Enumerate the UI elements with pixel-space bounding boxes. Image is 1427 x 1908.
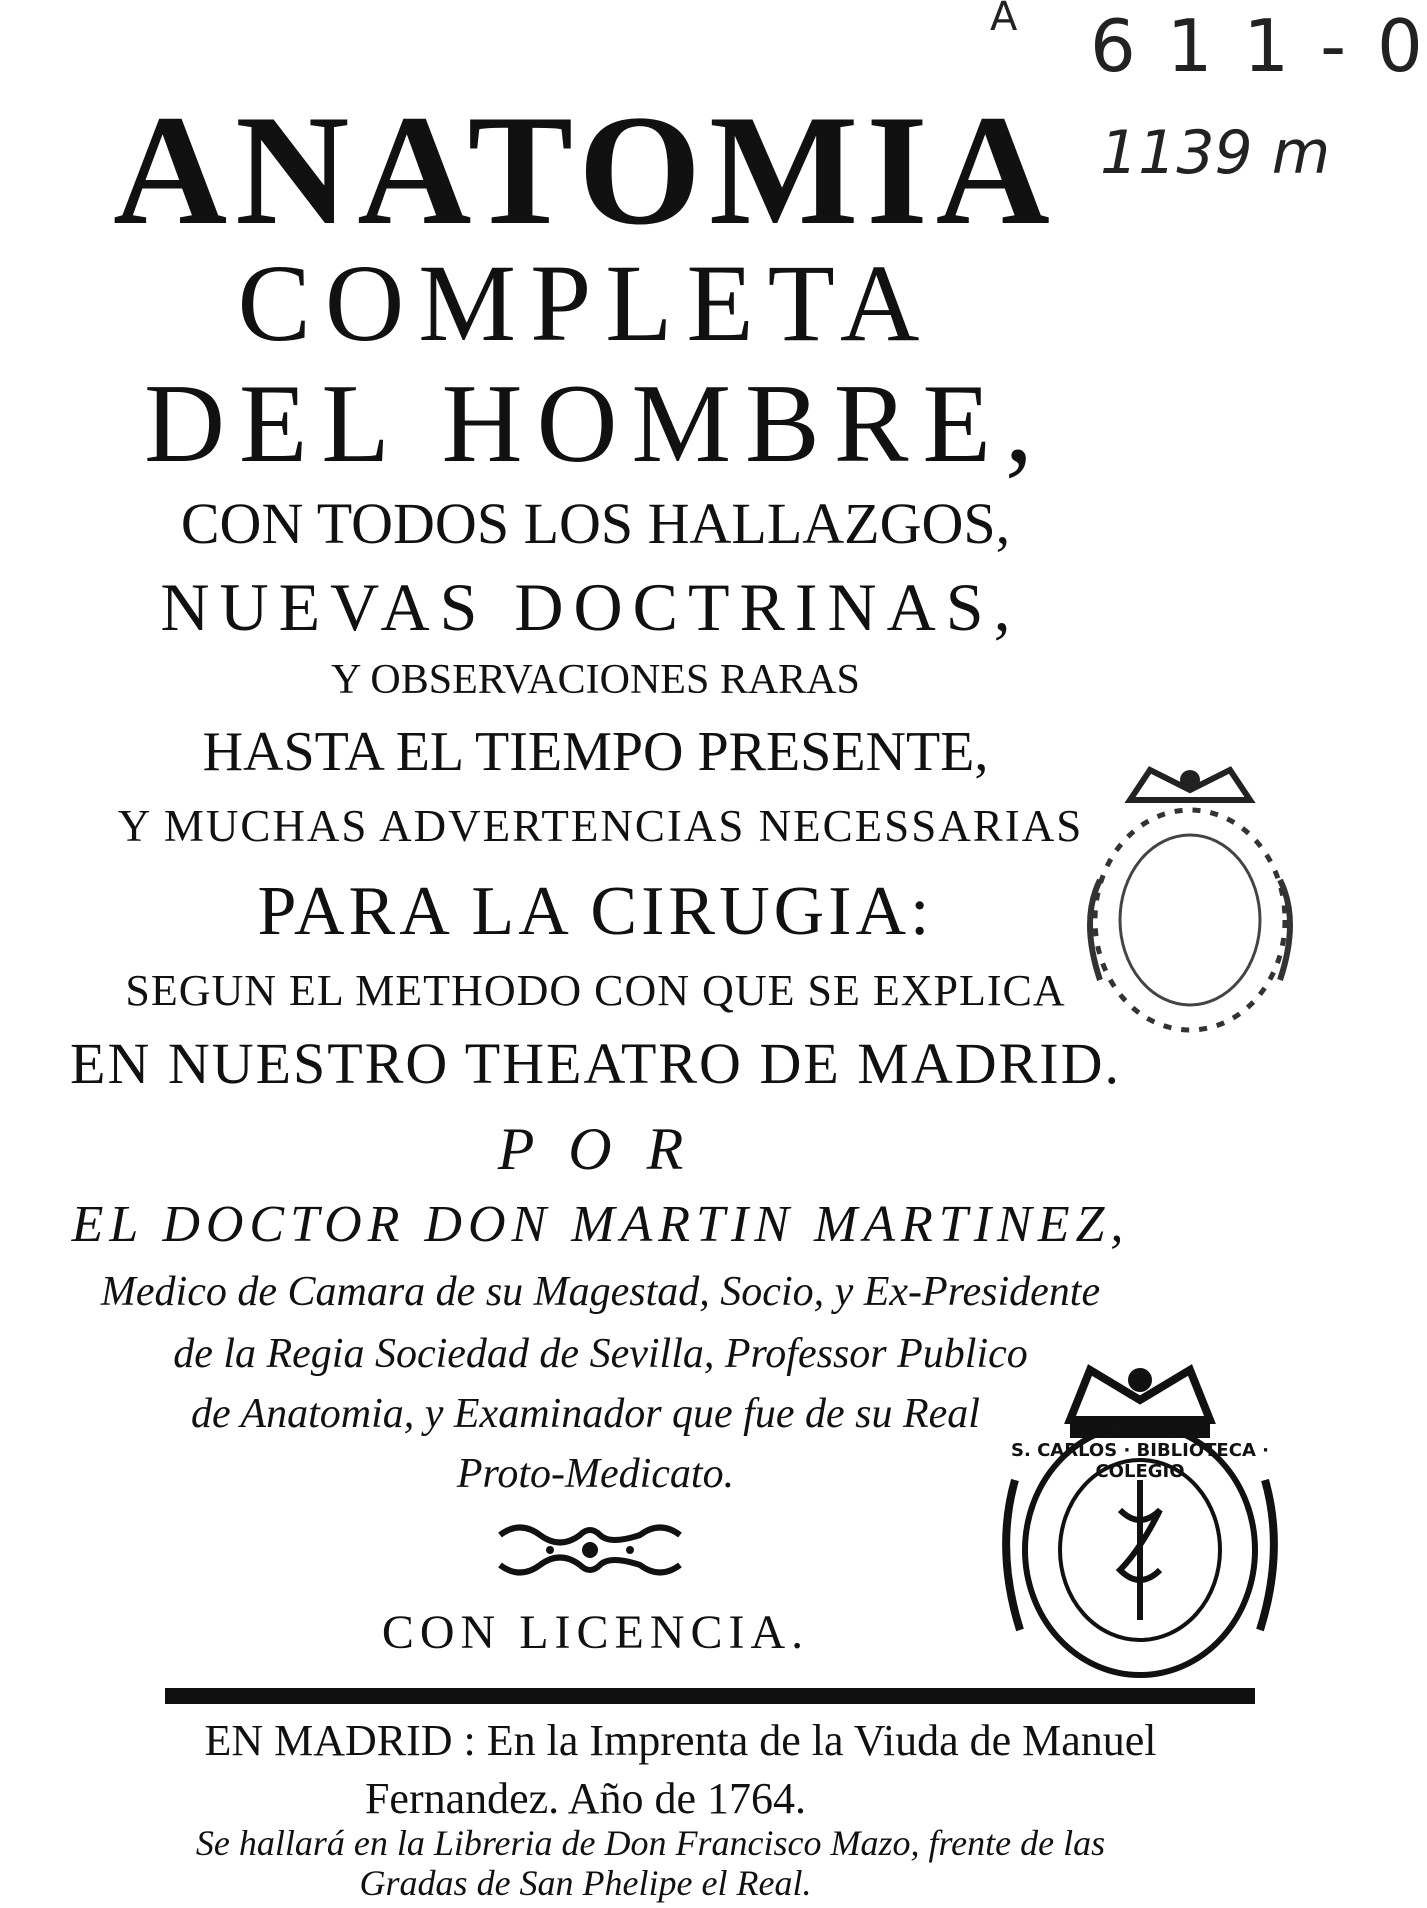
library-stamp-lower: [990, 1350, 1290, 1690]
title-line-anatomia: ANATOMIA: [113, 83, 1058, 258]
author-credentials-3: de Anatomia, y Examinador que fue de su Real: [191, 1391, 980, 1437]
library-stamp-upper: [1060, 760, 1320, 1060]
title-line-hallazgos: CON TODOS LOS HALLAZGOS,: [180, 491, 1011, 556]
handwritten-subshelf: 1139 m: [1100, 118, 1331, 188]
handwritten-shelfmark: 6 1 1 - 0: [1090, 4, 1427, 88]
title-line-completa: COMPLETA: [237, 242, 934, 364]
title-line-observaciones: Y OBSERVACIONES RARAS: [331, 657, 860, 703]
title-line-methodo: SEGUN EL METHODO CON QUE SE EXPLICA: [125, 966, 1066, 1015]
author-name: EL DOCTOR DON MARTIN MARTINEZ,: [71, 1196, 1130, 1253]
divider-rule: [165, 1688, 1255, 1704]
title-line-cirugia: PARA LA CIRUGIA:: [257, 873, 934, 950]
title-line-theatro: EN NUESTRO THEATRO DE MADRID.: [70, 1031, 1121, 1096]
imprint-line-4: Gradas de San Phelipe el Real.: [359, 1863, 812, 1903]
title-line-doctrinas: NUEVAS DOCTRINAS,: [160, 569, 1021, 645]
title-line-del-hombre: DEL HOMBRE,: [144, 362, 1047, 486]
author-credentials-1: Medico de Camara de su Magestad, Socio, y Ex-Presidente: [100, 1269, 1101, 1315]
imprint-line-3: Se hallará en la Libreria de Don Francisco Mazo, frente de las: [195, 1823, 1106, 1863]
license-line: CON LICENCIA.: [381, 1606, 810, 1659]
handwritten-mark-top: A: [990, 0, 1018, 40]
printers-ornament: [490, 1515, 690, 1585]
title-line-advertencias: Y MUCHAS ADVERTENCIAS NECESSARIAS: [117, 801, 1084, 851]
author-credentials-4: Proto-Medicato.: [456, 1451, 735, 1497]
imprint-line-1: EN MADRID : En la Imprenta de la Viuda de Manuel: [204, 1716, 1157, 1765]
imprint-line-2: Fernandez. Año de 1764.: [364, 1774, 807, 1823]
author-credentials-2: de la Regia Sociedad de Sevilla, Professor Publico: [173, 1331, 1028, 1377]
library-stamp-text: S. CARLOS · BIBLIOTECA · COLEGIO: [1011, 1440, 1269, 1482]
title-line-tiempo-presente: HASTA EL TIEMPO PRESENTE,: [202, 721, 989, 783]
author-por: P O R: [497, 1116, 694, 1182]
